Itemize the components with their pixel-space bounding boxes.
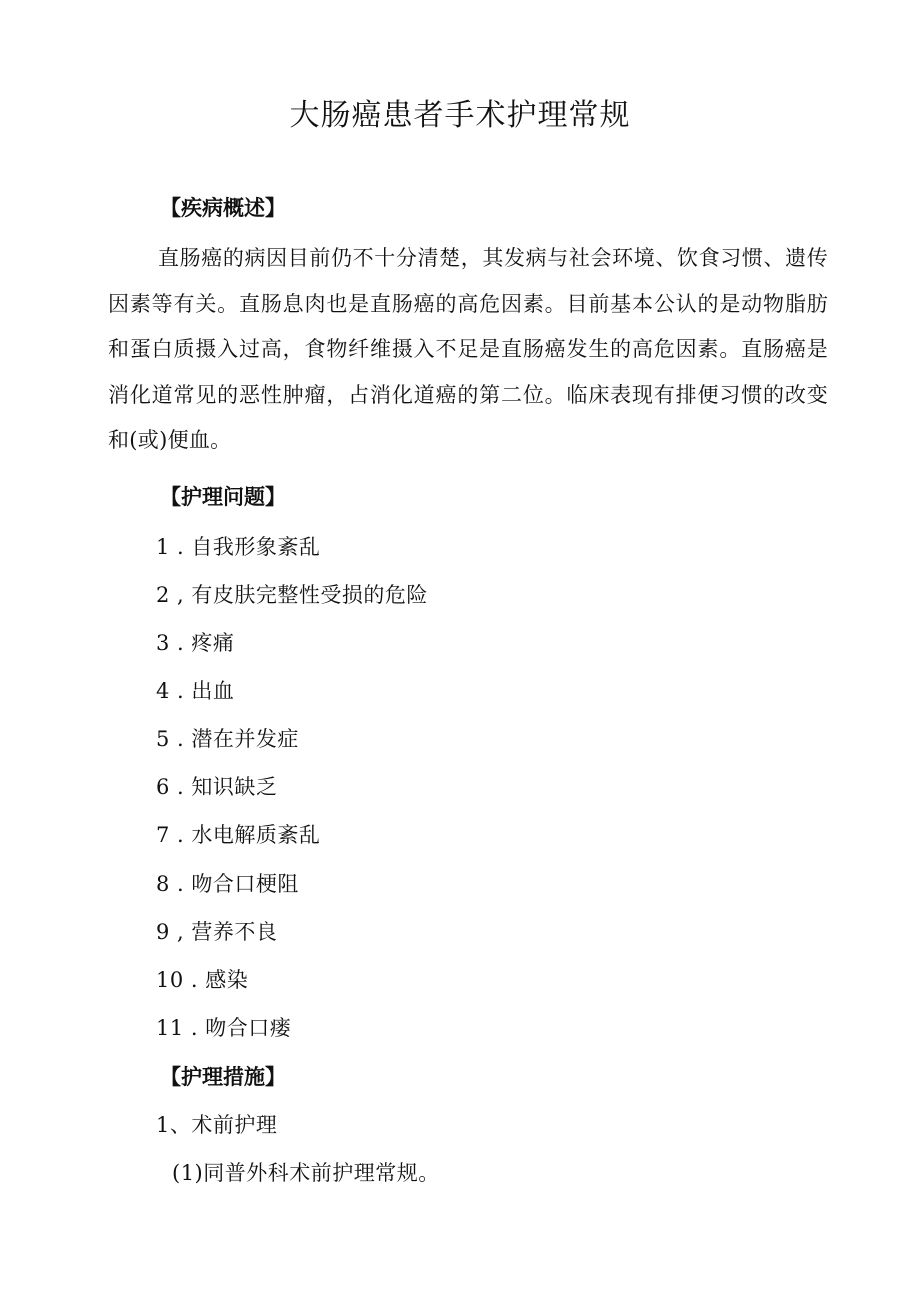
section-heading-measures: 【护理措施】 [160, 1065, 286, 1089]
document-title: 大肠癌患者手术护理常规 [289, 98, 631, 133]
measure-item: 1、术前护理 [156, 1113, 278, 1137]
problem-item: 2 , 有皮肤完整性受损的危险 [156, 583, 428, 607]
problem-item: 5 . 潜在并发症 [156, 727, 299, 751]
problem-item: 8 . 吻合口梗阻 [156, 872, 299, 896]
problem-item: 1 . 自我形象紊乱 [156, 535, 321, 559]
problem-item: 4 . 出血 [156, 679, 235, 703]
section-heading-overview: 【疾病概述】 [160, 196, 286, 220]
overview-paragraph: 直肠癌的病因目前仍不十分清楚，其发病与社会环境、饮食习惯、遗传因素等有关。直肠息肉也是直肠癌的高危因素。目前基本公认的是动物脂肪和蛋白质摄入过高，食物纤维摄入不足是直肠癌发生的高危因素。直肠癌是消化道常见的恶性肿瘤，占消化道癌的第二位。临床表现有排便习惯的改变和(或)便血。 [108, 246, 828, 452]
problem-item: 10 . 感染 [156, 968, 249, 992]
problem-item: 9 , 营养不良 [156, 920, 278, 944]
measure-subitem: (1)同普外科术前护理常规。 [172, 1161, 440, 1185]
problem-item: 3 . 疼痛 [156, 631, 235, 655]
problem-item: 7 . 水电解质紊乱 [156, 823, 321, 847]
problem-item: 11 . 吻合口瘘 [156, 1016, 292, 1040]
section-heading-problems: 【护理问题】 [160, 485, 286, 509]
problem-item: 6 . 知识缺乏 [156, 775, 278, 799]
